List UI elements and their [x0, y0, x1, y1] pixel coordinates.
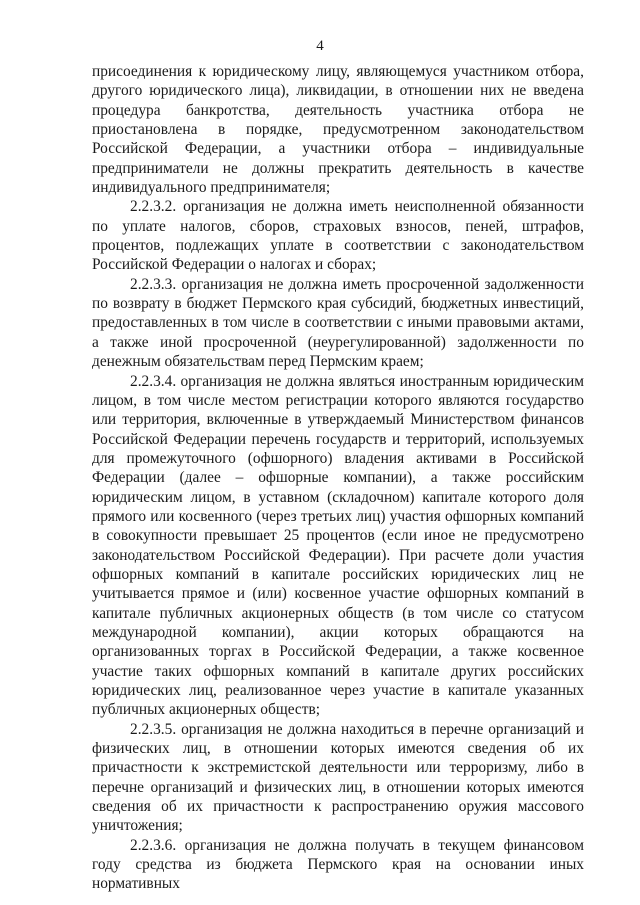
document-body — [92, 62, 584, 894]
paragraph-2-2-3-2: 2.2.3.2. организация не должна иметь неисполненной обязанности по уплате налогов, сборов, страховых взносов, пеней, штрафов, процентов, подлежащих уплате в соответствии с законодательством Российской Федерации о налогах и сборах; — [92, 198, 584, 274]
paragraph-2-2-3-6: 2.2.3.6. организация не должна получать в текущем финансовом году средства из бюджета Пермского края на основании иных нормативных — [92, 836, 584, 893]
paragraph-2-2-3-4: 2.2.3.4. организация не должна являться иностранным юридическим лицом, в том числе местом регистрации которого являются государство или территория, включенные в утверждаемый Министерством финансов Российской Федерации перечень государств и территорий, используемых для промежуточного (офшорного) владения активами в Российской Федерации (далее – офшорные компании), а также российским юридическим лицом, в уставном (складочном) капитале которого доля прямого или косвенного (через третьих лиц) участия офшорных компаний в совокупности превышает 25 процентов (если иное не предусмотрено законодательством Российской Федерации). При расчете доли участия офшорных компаний в капитале российских юридических лиц не учитывается прямое и (или) косвенное участие офшорных компаний в капитале публичных акционерных обществ (в том числе со статусом международной компании), акции которых обращаются на организованных торгах в Российской Федерации, а также косвенное участие таких офшорных компаний в капитале других российских юридических лиц, реализованное через участие в капитале указанных публичных акционерных обществ; — [92, 372, 584, 719]
page-number: 4 — [316, 38, 324, 54]
paragraph-2-2-3-5: 2.2.3.5. организация не должна находиться в перечне организаций и физических лиц, в отношении которых имеются сведения об их причастности к экстремистской деятельности или терроризму, либо в перечне организаций и физических лиц, в отношении которых имеются сведения об их причастности к распространению оружия массового уничтожения; — [92, 720, 584, 835]
paragraph-2-2-3-3: 2.2.3.3. организация не должна иметь просроченной задолженности по возврату в бюджет Пермского края субсидий, бюджетных инвестиций, предоставленных в том числе в соответствии с иными правовыми актами, а также иной просроченной (неурегулированной) задолженности по денежным обязательствам перед Пермским краем; — [92, 275, 584, 371]
paragraph-continuation: присоединения к юридическому лицу, являющемуся участником отбора, другого юридического лица), ликвидации, в отношении них не введена процедура банкротства, деятельность участника отбора не приостановлена в порядке, предусмотренном законодательством Российской Федерации, а участники отбора – индивидуальные предприниматели не должны прекратить деятельность в качестве индивидуального предпринимателя; — [92, 63, 584, 197]
